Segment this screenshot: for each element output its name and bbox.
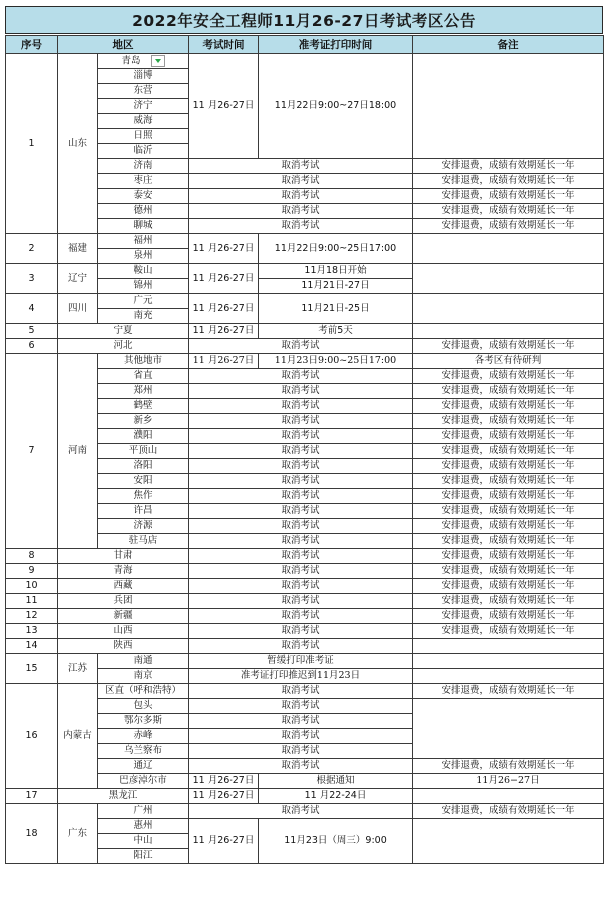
table-row — [6, 594, 604, 609]
city-cell: 南通 — [98, 654, 189, 669]
city-cell: 广州 — [98, 804, 189, 819]
status-cell: 暂缓打印准考证 — [189, 654, 413, 669]
region-cell: 陕西 — [58, 639, 189, 654]
seq-cell: 14 — [6, 639, 58, 654]
city-cell: 赤峰 — [98, 729, 189, 744]
status-cell: 取消考试 — [189, 189, 413, 204]
city-cell: 驻马店 — [98, 534, 189, 549]
city-cell: 威海 — [98, 114, 189, 129]
status-cell: 取消考试 — [189, 729, 413, 744]
table-row — [6, 609, 604, 624]
city-cell: 鄂尔多斯 — [98, 714, 189, 729]
status-cell: 取消考试 — [189, 639, 413, 654]
status-cell: 取消考试 — [189, 159, 413, 174]
seq-cell: 9 — [6, 564, 58, 579]
print-time-cell: 11月22日9:00~27日18:00 — [259, 54, 413, 159]
table-row — [6, 264, 604, 279]
status-cell: 取消考试 — [189, 474, 413, 489]
city-cell: 福州 — [98, 234, 189, 249]
table-row — [6, 564, 604, 579]
city-cell: 鞍山 — [98, 264, 189, 279]
print-time-cell: 11月23日（周三）9:00 — [259, 819, 413, 864]
header-exam-time: 考试时间 — [189, 36, 259, 54]
status-cell: 准考证打印推迟到11月23日 — [189, 669, 413, 684]
city-cell: 乌兰察布 — [98, 744, 189, 759]
note-cell: 安排退费，成绩有效期延长一年 — [413, 444, 604, 459]
note-cell — [413, 54, 604, 159]
note-cell — [413, 819, 604, 864]
note-cell — [413, 294, 604, 324]
province-cell: 辽宁 — [58, 264, 98, 294]
city-cell: 日照 — [98, 129, 189, 144]
region-cell: 西藏 — [58, 579, 189, 594]
exam-time-cell: 11 月26-27日 — [189, 234, 259, 264]
city-cell: 锦州 — [98, 279, 189, 294]
region-cell: 山西 — [58, 624, 189, 639]
seq-cell: 13 — [6, 624, 58, 639]
note-cell: 安排退费，成绩有效期延长一年 — [413, 624, 604, 639]
city-cell: 东营 — [98, 84, 189, 99]
city-cell: 安阳 — [98, 474, 189, 489]
city-cell: 聊城 — [98, 219, 189, 234]
sheet-title: 2022年安全工程师11月26-27日考试考区公告 — [5, 6, 603, 34]
status-cell: 取消考试 — [189, 504, 413, 519]
region-cell: 甘肃 — [58, 549, 189, 564]
header-region: 地区 — [58, 36, 189, 54]
table-row — [6, 579, 604, 594]
seq-cell: 10 — [6, 579, 58, 594]
region-cell: 宁夏 — [58, 324, 189, 339]
note-cell: 安排退费，成绩有效期延长一年 — [413, 594, 604, 609]
exam-time-cell: 11 月26-27日 — [189, 264, 259, 294]
city-cell: 济南 — [98, 159, 189, 174]
header-row — [6, 36, 604, 54]
print-time-cell: 考前5天 — [259, 324, 413, 339]
city-cell: 新乡 — [98, 414, 189, 429]
region-cell: 新疆 — [58, 609, 189, 624]
status-cell: 取消考试 — [189, 444, 413, 459]
exam-time-cell: 11 月26-27日 — [189, 354, 259, 369]
province-cell: 内蒙古 — [58, 684, 98, 789]
note-cell: 安排退费，成绩有效期延长一年 — [413, 174, 604, 189]
seq-cell: 4 — [6, 294, 58, 324]
city-cell: 许昌 — [98, 504, 189, 519]
header-seq: 序号 — [6, 36, 58, 54]
status-cell: 取消考试 — [189, 399, 413, 414]
note-cell: 安排退费，成绩有效期延长一年 — [413, 549, 604, 564]
status-cell: 取消考试 — [189, 609, 413, 624]
table-row — [6, 789, 604, 804]
city-cell: 淄博 — [98, 69, 189, 84]
header-note: 备注 — [413, 36, 604, 54]
exam-time-cell: 11 月26-27日 — [189, 54, 259, 159]
city-cell: 德州 — [98, 204, 189, 219]
note-cell: 安排退费，成绩有效期延长一年 — [413, 804, 604, 819]
table-row — [6, 339, 604, 354]
exam-time-cell: 11 月26-27日 — [189, 789, 259, 804]
status-cell: 取消考试 — [189, 804, 413, 819]
status-cell: 取消考试 — [189, 759, 413, 774]
province-cell: 江苏 — [58, 654, 98, 684]
exam-time-cell: 11 月26-27日 — [189, 819, 259, 864]
note-cell — [413, 264, 604, 294]
seq-cell: 5 — [6, 324, 58, 339]
city-cell: 洛阳 — [98, 459, 189, 474]
table-row — [6, 234, 604, 249]
print-time-cell: 11月22日9:00~25日17:00 — [259, 234, 413, 264]
note-cell: 安排退费，成绩有效期延长一年 — [413, 204, 604, 219]
print-time-cell: 11月21日-25日 — [259, 294, 413, 324]
note-cell: 11月26−27日 — [413, 774, 604, 789]
table-row — [6, 654, 604, 669]
note-cell: 安排退费，成绩有效期延长一年 — [413, 534, 604, 549]
city-cell: 焦作 — [98, 489, 189, 504]
city-cell: 区直（呼和浩特） — [98, 684, 189, 699]
city-cell: 南京 — [98, 669, 189, 684]
seq-cell: 18 — [6, 804, 58, 864]
region-cell: 河北 — [58, 339, 189, 354]
exam-time-cell: 11 月26-27日 — [189, 774, 259, 789]
seq-cell: 7 — [6, 354, 58, 549]
note-cell: 安排退费，成绩有效期延长一年 — [413, 414, 604, 429]
city-cell: 巴彦淖尔市 — [98, 774, 189, 789]
table-row — [6, 684, 604, 699]
city-cell: 枣庄 — [98, 174, 189, 189]
city-cell[interactable] — [98, 54, 189, 69]
city-cell: 南充 — [98, 309, 189, 324]
exam-region-table — [5, 35, 604, 864]
note-cell: 安排退费，成绩有效期延长一年 — [413, 504, 604, 519]
status-cell: 取消考试 — [189, 624, 413, 639]
table-row — [6, 624, 604, 639]
note-cell: 安排退费，成绩有效期延长一年 — [413, 429, 604, 444]
note-cell: 安排退费，成绩有效期延长一年 — [413, 684, 604, 699]
city-cell: 惠州 — [98, 819, 189, 834]
note-cell — [413, 669, 604, 684]
print-time-cell: 11月23日9:00~25日17:00 — [259, 354, 413, 369]
table-row — [6, 324, 604, 339]
note-cell: 安排退费，成绩有效期延长一年 — [413, 399, 604, 414]
table-row — [6, 54, 604, 69]
region-cell: 兵团 — [58, 594, 189, 609]
note-cell: 安排退费，成绩有效期延长一年 — [413, 519, 604, 534]
seq-cell: 15 — [6, 654, 58, 684]
status-cell: 取消考试 — [189, 594, 413, 609]
table-row — [6, 294, 604, 309]
note-cell: 各考区有待研判 — [413, 354, 604, 369]
status-cell: 取消考试 — [189, 564, 413, 579]
seq-cell: 17 — [6, 789, 58, 804]
table-row — [6, 549, 604, 564]
status-cell: 取消考试 — [189, 384, 413, 399]
city-cell: 济宁 — [98, 99, 189, 114]
print-time-cell: 11 月22-24日 — [259, 789, 413, 804]
note-cell: 安排退费，成绩有效期延长一年 — [413, 609, 604, 624]
note-cell: 安排退费，成绩有效期延长一年 — [413, 474, 604, 489]
status-cell: 取消考试 — [189, 744, 413, 759]
table-row — [6, 639, 604, 654]
status-cell: 取消考试 — [189, 339, 413, 354]
status-cell: 取消考试 — [189, 489, 413, 504]
city-cell: 中山 — [98, 834, 189, 849]
seq-cell: 6 — [6, 339, 58, 354]
print-time-cell: 11月21日-27日 — [259, 279, 413, 294]
region-cell: 青海 — [58, 564, 189, 579]
note-cell: 安排退费，成绩有效期延长一年 — [413, 564, 604, 579]
region-cell: 黑龙江 — [58, 789, 189, 804]
status-cell: 取消考试 — [189, 459, 413, 474]
note-cell — [413, 234, 604, 264]
note-cell: 安排退费，成绩有效期延长一年 — [413, 219, 604, 234]
status-cell: 取消考试 — [189, 204, 413, 219]
dropdown-arrow-icon[interactable] — [151, 55, 165, 67]
note-cell: 安排退费，成绩有效期延长一年 — [413, 489, 604, 504]
status-cell: 取消考试 — [189, 414, 413, 429]
status-cell: 取消考试 — [189, 684, 413, 699]
province-cell: 山东 — [58, 54, 98, 234]
note-cell — [413, 789, 604, 804]
city-cell: 阳江 — [98, 849, 189, 864]
note-cell — [413, 699, 604, 759]
city-cell: 其他地市 — [98, 354, 189, 369]
seq-cell: 11 — [6, 594, 58, 609]
note-cell: 安排退费，成绩有效期延长一年 — [413, 369, 604, 384]
city-name: 青岛 — [121, 55, 141, 67]
note-cell: 安排退费，成绩有效期延长一年 — [413, 189, 604, 204]
city-cell: 济源 — [98, 519, 189, 534]
note-cell — [413, 654, 604, 669]
status-cell: 取消考试 — [189, 699, 413, 714]
city-cell: 濮阳 — [98, 429, 189, 444]
city-cell: 通辽 — [98, 759, 189, 774]
province-cell: 福建 — [58, 234, 98, 264]
city-cell: 临沂 — [98, 144, 189, 159]
note-cell — [413, 324, 604, 339]
print-time-cell: 11月18日开始 — [259, 264, 413, 279]
status-cell: 取消考试 — [189, 579, 413, 594]
city-cell: 省直 — [98, 369, 189, 384]
city-cell: 平顶山 — [98, 444, 189, 459]
note-cell: 安排退费，成绩有效期延长一年 — [413, 579, 604, 594]
status-cell: 取消考试 — [189, 534, 413, 549]
seq-cell: 2 — [6, 234, 58, 264]
status-cell: 取消考试 — [189, 429, 413, 444]
note-cell: 安排退费，成绩有效期延长一年 — [413, 159, 604, 174]
exam-time-cell: 11 月26-27日 — [189, 294, 259, 324]
province-cell: 广东 — [58, 804, 98, 864]
print-time-cell: 根据通知 — [259, 774, 413, 789]
status-cell: 取消考试 — [189, 714, 413, 729]
city-cell: 广元 — [98, 294, 189, 309]
status-cell: 取消考试 — [189, 219, 413, 234]
note-cell: 安排退费，成绩有效期延长一年 — [413, 384, 604, 399]
table-row — [6, 804, 604, 819]
city-cell: 包头 — [98, 699, 189, 714]
note-cell: 安排退费，成绩有效期延长一年 — [413, 759, 604, 774]
status-cell: 取消考试 — [189, 549, 413, 564]
note-cell: 安排退费，成绩有效期延长一年 — [413, 339, 604, 354]
status-cell: 取消考试 — [189, 174, 413, 189]
seq-cell: 3 — [6, 264, 58, 294]
province-cell: 四川 — [58, 294, 98, 324]
seq-cell: 16 — [6, 684, 58, 789]
seq-cell: 8 — [6, 549, 58, 564]
city-cell: 鹤壁 — [98, 399, 189, 414]
province-cell: 河南 — [58, 354, 98, 549]
status-cell: 取消考试 — [189, 369, 413, 384]
city-cell: 泰安 — [98, 189, 189, 204]
city-cell: 泉州 — [98, 249, 189, 264]
seq-cell: 12 — [6, 609, 58, 624]
table-row — [6, 354, 604, 369]
exam-time-cell: 11 月26-27日 — [189, 324, 259, 339]
note-cell: 安排退费，成绩有效期延长一年 — [413, 459, 604, 474]
status-cell: 取消考试 — [189, 519, 413, 534]
city-cell: 郑州 — [98, 384, 189, 399]
seq-cell: 1 — [6, 54, 58, 234]
header-print-time: 准考证打印时间 — [259, 36, 413, 54]
note-cell — [413, 639, 604, 654]
